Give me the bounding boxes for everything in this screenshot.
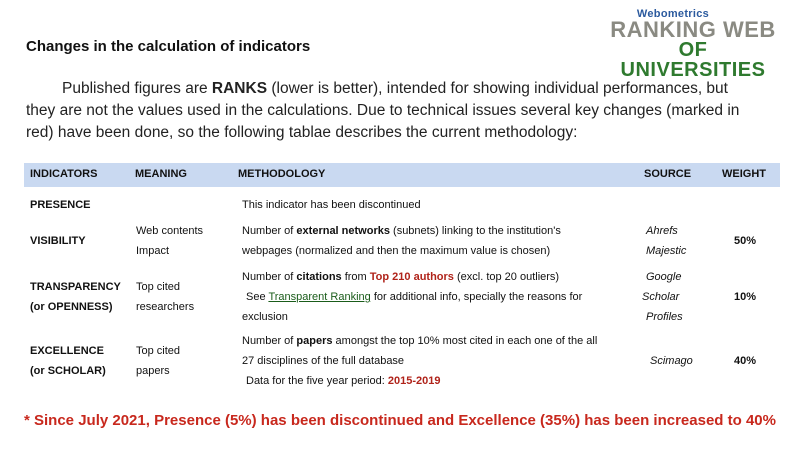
source-line: Ahrefs	[646, 225, 678, 237]
visibility-meaning	[136, 221, 203, 261]
transparency-meaning	[136, 277, 194, 317]
method-bold: external networks	[296, 225, 390, 237]
meaning-line: Web contents	[136, 225, 204, 237]
presence-methodology: This indicator has been discontinued	[242, 199, 421, 211]
header-source: SOURCE	[644, 168, 692, 180]
page-title: Changes in the calculation of indicators	[26, 38, 311, 55]
excellence-methodology	[242, 331, 597, 391]
method-text: 27 disciplines of the full database	[242, 355, 405, 367]
indicator-line: EXCELLENCE	[30, 345, 104, 357]
indicator-transparency	[30, 277, 121, 317]
method-red: 2015-2019	[387, 375, 441, 387]
method-text: Number of	[242, 225, 297, 237]
header-methodology: METHODOLOGY	[238, 168, 326, 180]
intro-text: they are not the values used in the calculations. Due to technical issues several key changes (marked in	[26, 102, 740, 119]
logo-line2: RANKING WEB	[610, 17, 776, 42]
method-text: (excl. top 20 outliers)	[453, 271, 560, 283]
method-text: exclusion	[242, 311, 288, 323]
visibility-weight: 50%	[734, 235, 757, 247]
logo-line3: OF UNIVERSITIES	[620, 39, 766, 81]
meaning-line: researchers	[136, 301, 195, 313]
indicator-line: TRANSPARENCY	[30, 281, 121, 293]
logo-line1: Webometrics	[636, 8, 710, 20]
table-header	[24, 163, 780, 187]
source-line: Majestic	[646, 245, 687, 257]
method-red: Top 210 authors	[369, 271, 454, 283]
method-text: See	[246, 291, 269, 303]
method-text: Data for the five year period:	[246, 375, 388, 387]
source-line: Profiles	[646, 311, 683, 323]
intro-text: Published figures are	[62, 80, 212, 97]
excellence-weight: 40%	[734, 355, 757, 367]
method-bold: citations	[296, 271, 342, 283]
meaning-line: Impact	[136, 245, 170, 257]
method-text: from	[341, 271, 370, 283]
transparent-ranking-link[interactable]: Transparent Ranking	[268, 291, 371, 303]
intro-text: (lower is better), intended for showing individual performances, but	[267, 80, 728, 97]
footnote: * Since July 2021, Presence (5%) has been discontinued and Excellence (35%) has been increased to 40%	[24, 412, 776, 429]
transparency-methodology	[242, 267, 582, 327]
method-text: for additional info, specially the reasons for	[370, 291, 583, 303]
excellence-meaning	[136, 341, 180, 381]
indicator-excellence	[30, 341, 106, 381]
excellence-source: Scimago	[650, 355, 693, 367]
source-line: Scholar	[642, 291, 680, 303]
indicator-line: (or OPENNESS)	[30, 301, 113, 313]
meaning-line: papers	[136, 365, 170, 377]
method-text: amongst the top 10% most cited in each one of the all	[332, 335, 598, 347]
indicator-visibility: VISIBILITY	[30, 235, 86, 247]
header-indicators: INDICATORS	[30, 168, 98, 180]
meaning-line: Top cited	[136, 345, 181, 357]
intro-text: red) have been done, so the following tablae describes the current methodology:	[26, 124, 578, 141]
intro-paragraph	[26, 78, 778, 144]
visibility-source	[646, 221, 686, 261]
transparency-source	[642, 267, 683, 327]
intro-ranks: RANKS	[211, 80, 268, 97]
indicator-presence: PRESENCE	[30, 199, 91, 211]
source-line: Google	[646, 271, 682, 283]
method-text: Number of	[242, 271, 297, 283]
header-meaning: MEANING	[135, 168, 187, 180]
method-bold: papers	[296, 335, 333, 347]
header-weight: WEIGHT	[722, 168, 766, 180]
method-text: webpages (normalized and then the maximum value is chosen)	[242, 245, 551, 257]
method-text: Number of	[242, 335, 297, 347]
webometrics-logo	[608, 8, 778, 80]
transparency-weight: 10%	[734, 291, 757, 303]
indicator-line: (or SCHOLAR)	[30, 365, 106, 377]
visibility-methodology	[242, 221, 561, 261]
meaning-line: Top cited	[136, 281, 181, 293]
method-text: (subnets) linking to the institution's	[389, 225, 561, 237]
